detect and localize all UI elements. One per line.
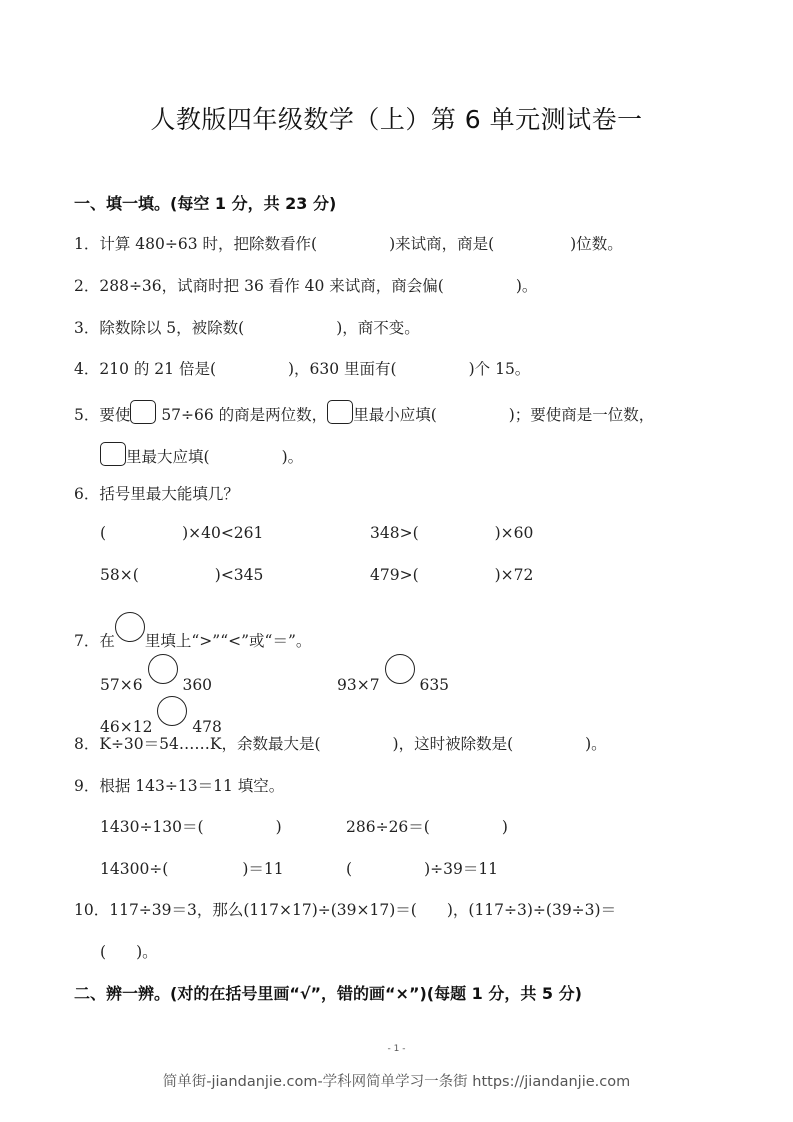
question-3: 3．除数除以 5，被除数( )，商不变。 xyxy=(74,319,420,337)
compare-circle[interactable] xyxy=(157,696,187,726)
question-6-item: 348>( )×60 xyxy=(370,524,534,542)
question-7-item: 93×7 635 xyxy=(337,654,449,694)
question-2: 2．288÷36，试商时把 36 看作 40 来试商，商会偏( )。 xyxy=(74,277,538,295)
question-5: 5．要使 57÷66 的商是两位数， 里最小应填( )；要使商是一位数， xyxy=(74,400,654,425)
question-4: 4．210 的 21 倍是( )，630 里面有( )个 15。 xyxy=(74,360,531,378)
page-title: 人教版四年级数学（上）第 6 单元测试卷一 xyxy=(150,105,643,134)
footer-watermark: 简单街-jiandanjie.com-学科网简单学习一条街 https://jiandanjie.com xyxy=(162,1074,631,1090)
question-6-prompt: 6．括号里最大能填几？ xyxy=(74,485,239,503)
question-6-item: 479>( )×72 xyxy=(370,566,534,584)
square-box-icon xyxy=(327,400,353,424)
section-2-heading: 二、辨一辨。(对的在括号里画“√”，错的画“×”)(每题 1 分，共 5 分) xyxy=(74,984,582,1003)
question-1: 1．计算 480÷63 时，把除数看作( )来试商，商是( )位数。 xyxy=(74,235,623,253)
compare-circle[interactable] xyxy=(385,654,415,684)
question-6-item: ( )×40<261 xyxy=(100,524,264,542)
page-number: - 1 - xyxy=(387,1044,406,1054)
question-9-item: 286÷26＝( ) xyxy=(346,818,508,836)
square-box-icon xyxy=(100,442,126,466)
compare-circle[interactable] xyxy=(148,654,178,684)
question-7-prompt: 7．在 里填上“>”“<”或“＝”。 xyxy=(74,612,311,651)
question-10-cont: ( )。 xyxy=(100,943,158,961)
question-7-item: 46×12 478 xyxy=(100,696,222,736)
question-6-item: 58×( )<345 xyxy=(100,566,264,584)
question-9-item: 1430÷130＝( ) xyxy=(100,818,282,836)
question-7-item: 57×6 360 xyxy=(100,654,212,694)
question-8: 8．K÷30＝54……K，余数最大是( )，这时被除数是( )。 xyxy=(74,735,607,753)
section-1-heading: 一、填一填。(每空 1 分，共 23 分) xyxy=(74,194,337,213)
question-5-cont: 里最大应填( )。 xyxy=(100,442,303,467)
circle-icon xyxy=(115,612,145,642)
question-9-prompt: 9．根据 143÷13＝11 填空。 xyxy=(74,777,285,795)
square-box-icon xyxy=(130,400,156,424)
question-9-item: ( )÷39＝11 xyxy=(346,860,499,878)
question-10: 10．117÷39＝3，那么(117×17)÷(39×17)＝( )，(117÷3)÷(39÷3)＝ xyxy=(74,901,617,919)
question-9-item: 14300÷( )＝11 xyxy=(100,860,284,878)
